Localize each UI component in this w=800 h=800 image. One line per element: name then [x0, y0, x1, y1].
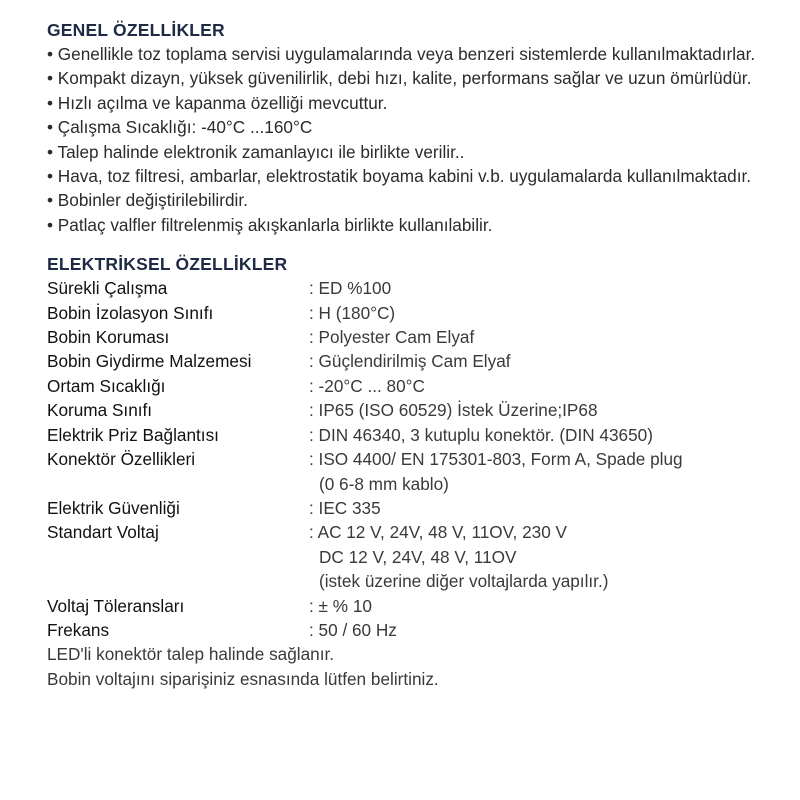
spec-label: Ortam Sıcaklığı [47, 375, 166, 396]
list-item: • Bobinler değiştirilebilirdir. [47, 188, 792, 212]
spec-value: : ED %100 [309, 278, 392, 299]
table-row [47, 594, 683, 618]
spec-value-line: (0 6-8 mm kablo) [319, 473, 449, 494]
spec-value: : DIN 46340, 3 kutuplu konektör. (DIN 43650) [309, 424, 653, 445]
table-row [47, 325, 683, 349]
spec-value-line: DC 12 V, 24V, 48 V, 11OV [319, 546, 517, 567]
spec-value-line: : AC 12 V, 24V, 48 V, 11OV, 230 V [309, 522, 568, 543]
spec-value: : 50 / 60 Hz [309, 619, 397, 640]
general-features-heading: GENEL ÖZELLİKLER [47, 20, 225, 40]
table-row [47, 374, 683, 398]
list-item: • Genellikle toz toplama servisi uygulamalarında veya benzeri sistemlerde kullanılmaktadırlar. [47, 42, 792, 66]
spec-label: Konektör Özellikleri [47, 449, 196, 470]
table-row [47, 496, 683, 520]
spec-value-line: (istek üzerine diğer voltajlarda yapılır.) [319, 571, 609, 592]
table-row [47, 447, 683, 496]
spec-value [309, 447, 683, 496]
spec-label: Sürekli Çalışma [47, 278, 168, 299]
spec-label: Elektrik Güvenliği [47, 497, 180, 518]
list-item: • Hava, toz filtresi, ambarlar, elektrostatik boyama kabini v.b. uygulamalarda kullanılmaktadır. [47, 164, 792, 188]
spec-value: : H (180°C) [309, 302, 396, 323]
spec-label: Bobin İzolasyon Sınıfı [47, 302, 214, 323]
table-row [47, 423, 683, 447]
list-item: • Çalışma Sıcaklığı: -40°C ...160°C [47, 115, 792, 139]
spec-sheet [47, 18, 792, 691]
note-line: LED'li konektör talep halinde sağlanır. [47, 644, 335, 665]
list-item: • Kompakt dizayn, yüksek güvenilirlik, debi hızı, kalite, performans sağlar ve uzun ömürlüdür. [47, 66, 792, 90]
spec-value: : Polyester Cam Elyaf [309, 327, 475, 348]
table-row [47, 618, 683, 642]
spec-value [309, 520, 683, 593]
spec-label: Bobin Giydirme Malzemesi [47, 351, 252, 372]
spec-label: Koruma Sınıfı [47, 400, 153, 421]
spec-value-line: : ISO 4400/ EN 175301-803, Form A, Spade plug [309, 449, 683, 470]
spec-value: : Güçlendirilmiş Cam Elyaf [309, 351, 511, 372]
note-line: Bobin voltajını siparişiniz esnasında lütfen belirtiniz. [47, 668, 439, 689]
electrical-spec-table [47, 276, 683, 642]
spec-value: : -20°C ... 80°C [309, 375, 425, 396]
spec-label: Bobin Koruması [47, 327, 170, 348]
list-item: • Patlaç valfler filtrelenmiş akışkanlarla birlikte kullanılabilir. [47, 213, 792, 237]
spec-value: : IP65 (ISO 60529) İstek Üzerine;IP68 [309, 400, 598, 421]
spec-label: Elektrik Priz Bağlantısı [47, 424, 219, 445]
spec-value: : ± % 10 [309, 595, 372, 616]
table-row [47, 398, 683, 422]
list-item: • Hızlı açılma ve kapanma özelliği mevcuttur. [47, 91, 792, 115]
table-row [47, 520, 683, 593]
spec-label: Standart Voltaj [47, 522, 159, 543]
table-row [47, 349, 683, 373]
spec-value: : IEC 335 [309, 497, 381, 518]
electrical-features-heading: ELEKTRİKSEL ÖZELLİKLER [47, 254, 288, 275]
general-features-list [47, 42, 792, 237]
table-row [47, 301, 683, 325]
table-row [47, 276, 683, 300]
spec-label: Frekans [47, 619, 110, 640]
spec-label: Voltaj Töleransları [47, 595, 185, 616]
list-item: • Talep halinde elektronik zamanlayıcı ile birlikte verilir.. [47, 140, 792, 164]
